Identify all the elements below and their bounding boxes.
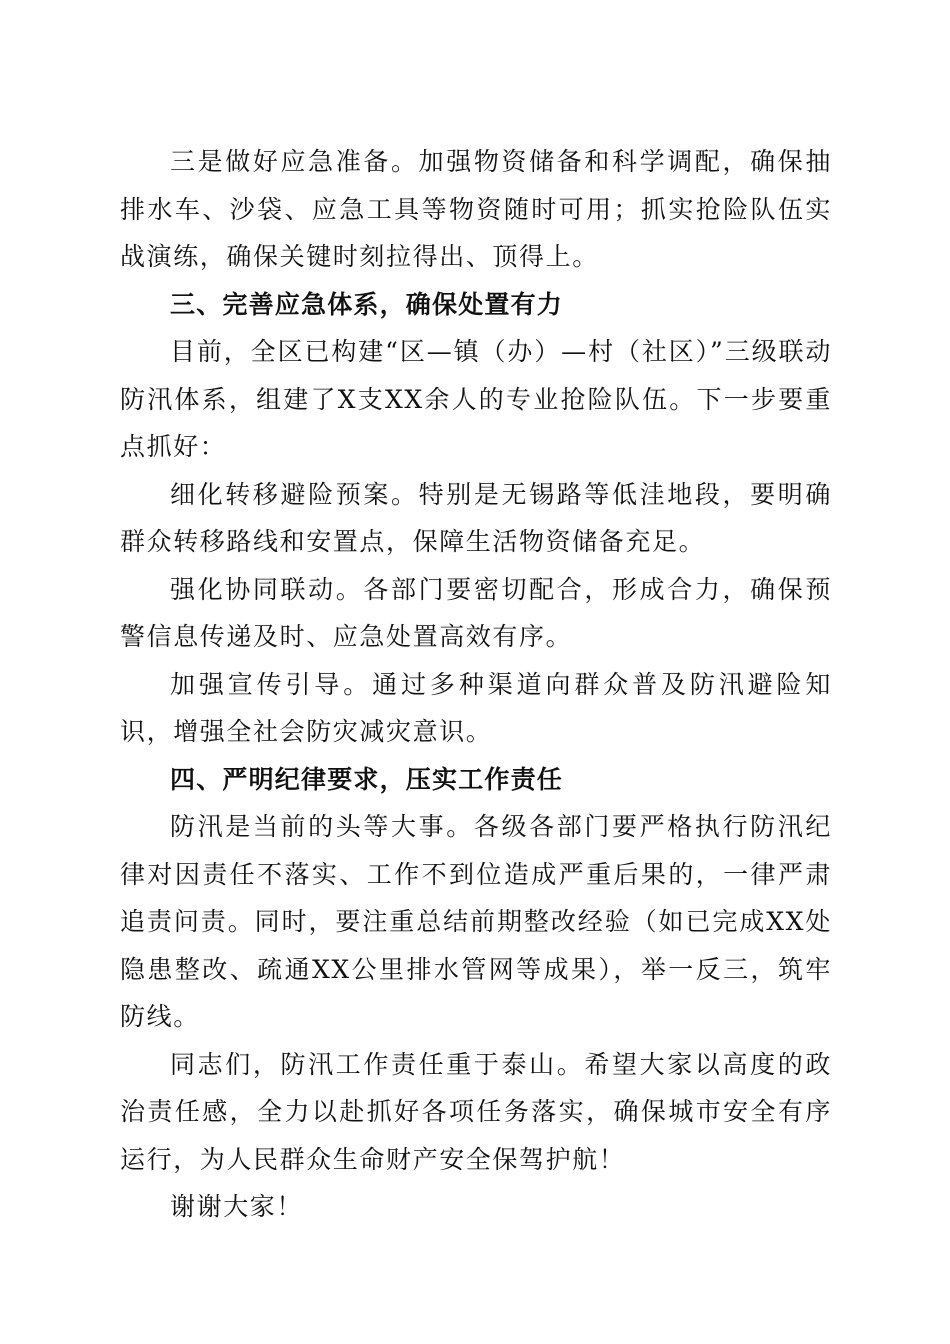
paragraph-publicity: 加强宣传引导。通过多种渠道向群众普及防汛避险知识，增强全社会防灾减灾意识。 [120,669,832,746]
section-heading-three: 三、完善应急体系，确保处置有力 [170,289,564,319]
paragraph-emergency-preparation: 三是做好应急准备。加强物资储备和科学调配，确保抽排水车、沙袋、应急工具等物资随时可用；抓实抢险队伍实战演练，确保关键时刻拉得出、顶得上。 [120,147,832,271]
paragraph-discipline: 防汛是当前的头等大事。各级各部门要严格执行防汛纪律对因责任不落实、工作不到位造成严重后果的，一律严肃追责问责。同时，要注重总结前期整改经验（如已完成XX处隐患整改、疏通XX公里排水管网等成果），举一反三，筑牢防线。 [120,812,832,1031]
paragraph-linkage-system: 目前，全区已构建“区—镇（办）—村（社区）”三级联动防汛体系，组建了X支XX余人的专业抢险队伍。下一步要重点抓好： [120,337,832,461]
paragraph-evacuation-plan: 细化转移避险预案。特别是无锡路等低洼地段，要明确群众转移路线和安置点，保障生活物资储备充足。 [120,479,832,556]
section-heading-four: 四、严明纪律要求，压实工作责任 [170,764,564,794]
paragraph-coordination: 强化协同联动。各部门要密切配合，形成合力，确保预警信息传递及时、应急处置高效有序。 [120,574,832,651]
paragraph-thanks: 谢谢大家！ [170,1192,304,1221]
paragraph-closing-remarks: 同志们，防汛工作责任重于泰山。希望大家以高度的政治责任感，全力以赴抓好各项任务落实，确保城市安全有序运行，为人民群众生命财产安全保驾护航！ [120,1049,832,1174]
document-body [120,138,832,1231]
